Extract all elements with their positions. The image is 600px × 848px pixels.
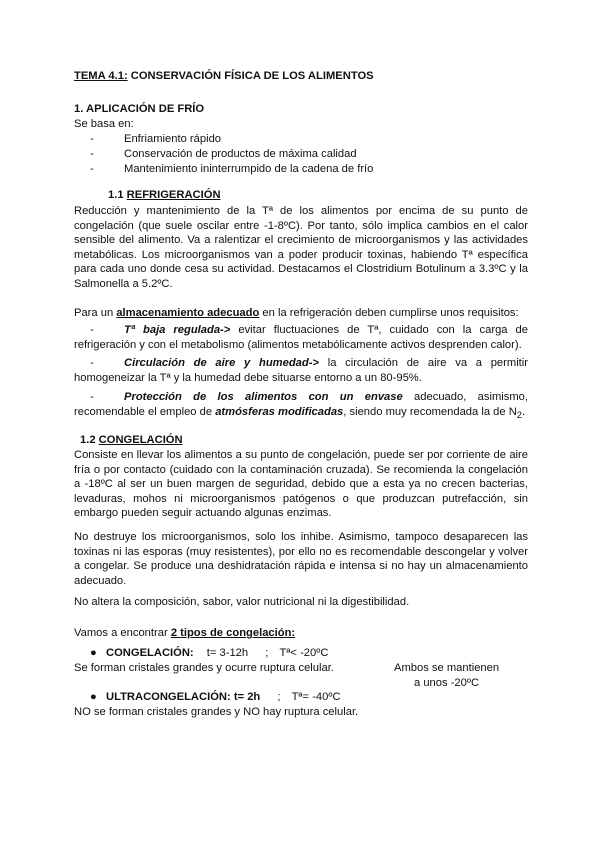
bullet-icon: ● — [90, 691, 97, 703]
list-item: - Enfriamiento rápido — [90, 133, 222, 145]
requisito-2: - Circulación de aire y humedad-> la circulación de aire va a permitir homogeneizar la Tª y la humedad debe situarse entorno a un 80-95%. — [74, 357, 529, 384]
note-line-2: a unos -20ºC — [414, 677, 480, 689]
tipo-congelacion: ● CONGELACIÓN: t= 3-12h ; Tª< -20ºC — [90, 647, 329, 659]
tipos-intro: Vamos a encontrar 2 tipos de congelación: — [74, 627, 296, 639]
congelacion-paragraph-2: No destruye los microorganismos, solo los inhibe. Asimismo, tampoco desaparecen las toxinas ni las esporas (muy resistentes), por ello no es recomendable descongelar y volver a congelar. Se produce una deshidratación rápida e intensa si no hay un almacenamiento adecuado. — [74, 531, 528, 587]
congelacion-desc: Se forman cristales grandes y ocurre ruptura celular. — [74, 662, 334, 674]
note-line-1: Ambos se mantienen — [394, 662, 500, 674]
section-1-heading: 1. APLICACIÓN DE FRÍO — [74, 103, 205, 115]
requisito-3: - Protección de los alimentos con un envase adecuado, asimismo, recomendable el empleo de atmósferas modificadas, siendo muy recomendada la de $N_2$. — [74, 391, 528, 420]
page-title — [74, 70, 374, 82]
section-1-intro: Se basa en: — [74, 118, 134, 130]
ultracongelacion-desc: NO se forman cristales grandes y NO hay ruptura celular. — [74, 706, 359, 718]
section-1-2-heading: 1.2 CONGELACIÓN — [80, 434, 183, 446]
refrigeracion-paragraph: Reducción y mantenimiento de la Tª de los alimentos por encima de su punto de congelación (que suele oscilar entre -1-8ºC). Por tanto, sólo implica cambios en el calor sensible del alimento. Va a ralentizar el crecimiento de microorganismos y las actividades metabólicas. Los microorganismos van a poder producir toxinas, habiendo Tª específica para cada uno donde cesa su actividad. Destacamos el Clostridium Botulinum a 3.3ºC y la Salmonella a 5.2ºC. — [74, 205, 528, 290]
bullet-icon: ● — [90, 647, 97, 659]
requisito-1: - Tª baja regulada-> evitar fluctuaciones de Tª, cuidado con la carga de refrigeración y con el metabolismo (alimentos metabólicamente activos desprenden calor). — [74, 324, 528, 351]
title-text: CONSERVACIÓN FÍSICA DE LOS ALIMENTOS — [127, 70, 374, 82]
list-item: - Conservación de productos de máxima calidad — [90, 148, 357, 160]
congelacion-paragraph-3: No altera la composición, sabor, valor nutricional ni la digestibilidad. — [74, 596, 410, 608]
list-item: - Mantenimiento ininterrumpido de la cadena de frío — [90, 163, 374, 175]
tipo-ultracongelacion: ● ULTRACONGELACIÓN: t= 2h ; Tª= -40ºC — [90, 691, 341, 703]
congelacion-paragraph-1: Consiste en llevar los alimentos a su punto de congelación, puede ser por corriente de aire fría o por contacto (cuidado con la contaminación cruzada). Se recomienda la congelación a -18ºC al ser un buen margen de seguridad, debido que a esta ya no crecen bacterias, levaduras, mohos ni microorganismos patógenos o que produzcan putrefacción, sin embargo pueden seguir actuando algunas enzimas. — [74, 449, 528, 520]
section-1-1-heading: 1.1 REFRIGERACIÓN — [108, 189, 221, 201]
requisitos-intro: Para un almacenamiento adecuado en la refrigeración deben cumplirse unos requisitos: — [74, 307, 519, 319]
title-label: TEMA 4.1: — [74, 70, 128, 82]
